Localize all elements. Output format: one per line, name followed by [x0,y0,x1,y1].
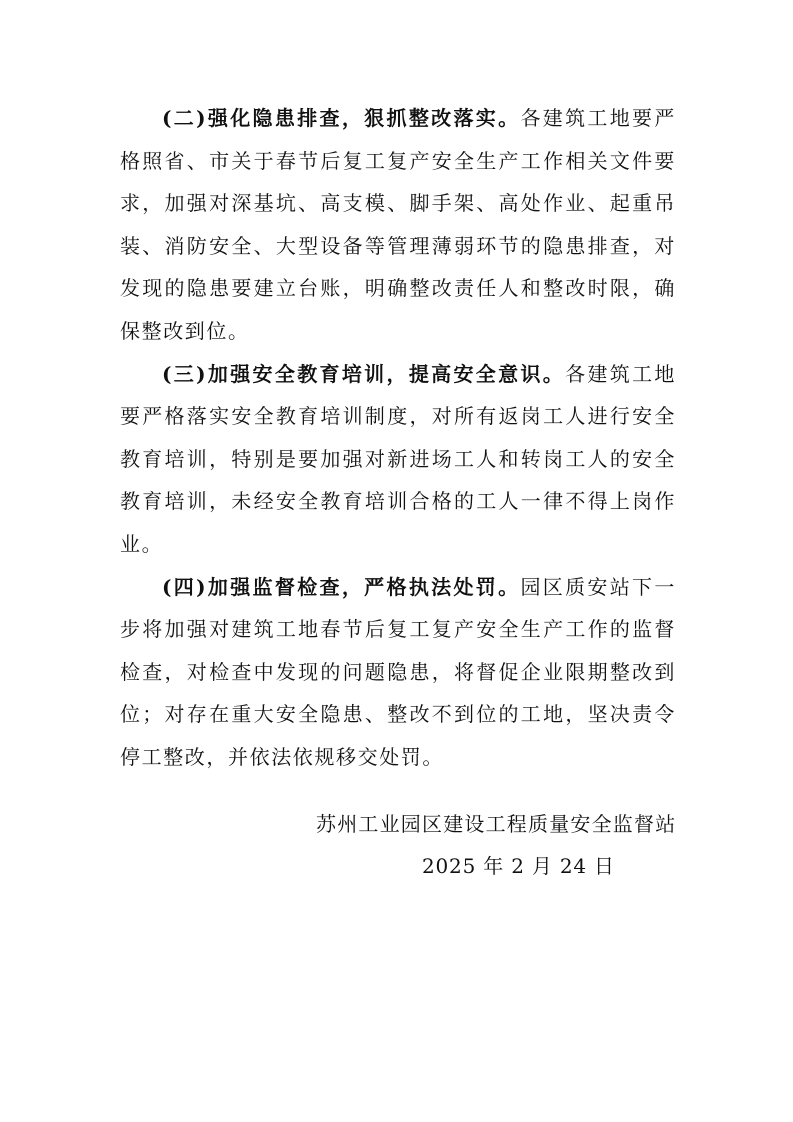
paragraph-text: 各建筑工地要严格照省、市关于春节后复工复产安全生产工作相关文件要求，加强对深基坑、高支模、脚手架、高处作业、起重吊装、消防安全、大型设备等管理薄弱环节的隐患排查，对发现的隐患要建立台账，明确整改责任人和整改时限，确保整改到位。 [120,106,676,343]
signature-date: 2025 年 2 月 24 日 [422,854,615,878]
paragraph-heading: (四)加强监督检查，严格执法处罚。 [162,574,521,599]
paragraph-heading: (二)强化隐患排查，狠抓整改落实。 [162,106,521,130]
paragraph-text: 各建筑工地要严格落实安全教育培训制度，对所有返岗工人进行安全教育培训，特别是要加强对新进场工人和转岗工人的安全教育培训，未经安全教育培训合格的工人一律不得上岗作业。 [120,361,677,556]
paragraph-hazard-inspection [120,97,676,353]
document-body [120,97,676,779]
paragraph-safety-training [120,353,676,566]
signature-organization: 苏州工业园区建设工程质量安全监督站 [316,812,677,836]
paragraph-text: 园区质安站下一步将加强对建筑工地春节后复工复产安全生产工作的监督检查，对检查中发现的问题隐患，将督促企业限期整改到位；对存在重大安全隐患、整改不到位的工地，坚决责令停工整改，并依法依规移交处罚。 [120,574,676,769]
paragraph-heading: (三)加强安全教育培训，提高安全意识。 [162,361,566,386]
paragraph-supervision [120,566,676,779]
